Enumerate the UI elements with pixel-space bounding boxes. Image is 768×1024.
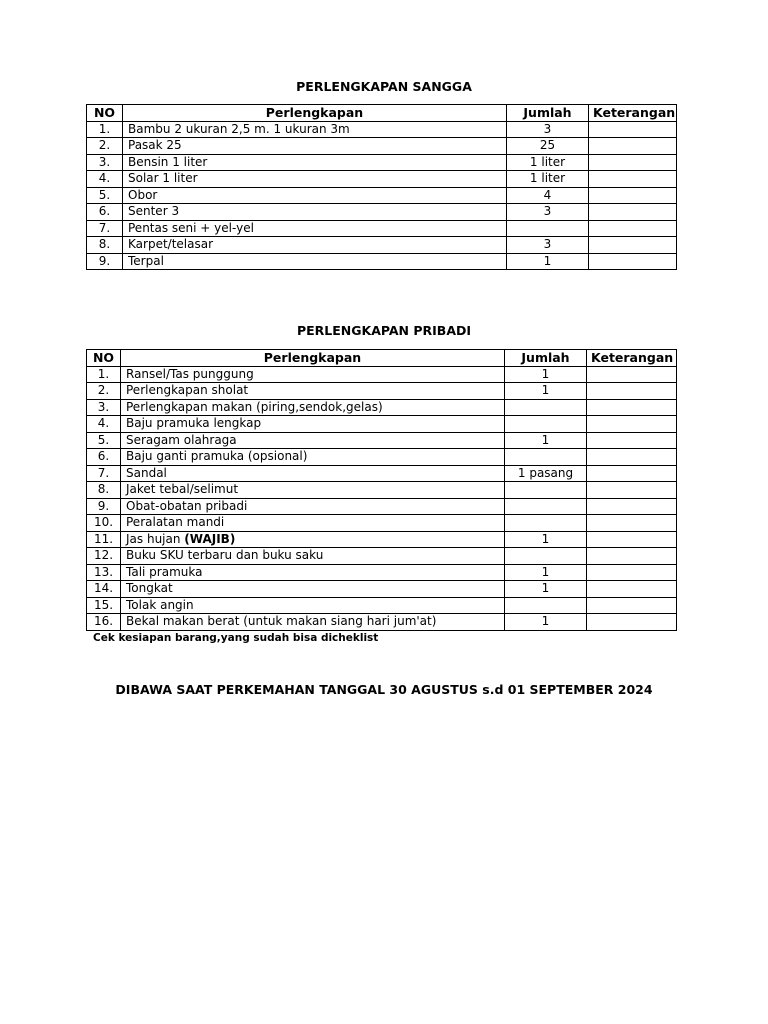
table-row (87, 366, 677, 383)
row-number: 15. (87, 597, 121, 614)
row-number: 14. (87, 581, 121, 598)
row-number: 2. (87, 383, 121, 400)
row-item-label: Tali pramuka (126, 564, 203, 579)
row-note (589, 253, 677, 270)
row-quantity (507, 220, 589, 237)
row-item-label: Buku SKU terbaru dan buku saku (126, 548, 324, 562)
table-sangga (86, 104, 677, 270)
row-item-label: Pasak 25 (128, 138, 182, 152)
row-item (121, 597, 505, 614)
row-number: 5. (87, 187, 123, 204)
row-quantity: 1 (505, 432, 587, 449)
row-item (123, 171, 507, 188)
table-pribadi-body (87, 366, 677, 630)
table-row (87, 220, 677, 237)
row-number: 5. (87, 432, 121, 449)
row-item (123, 121, 507, 138)
header-qty: Jumlah (505, 350, 587, 367)
row-item (123, 154, 507, 171)
row-item (123, 237, 507, 254)
row-item-emphasis: (WAJIB) (184, 531, 236, 546)
row-item-label: Perlengkapan sholat (126, 383, 249, 397)
row-item (121, 531, 505, 548)
row-number: 12. (87, 548, 121, 565)
header-no: NO (87, 350, 121, 367)
row-quantity: 4 (507, 187, 589, 204)
table-row (87, 171, 677, 188)
row-quantity: 1 liter (507, 154, 589, 171)
table-row (87, 581, 677, 598)
row-note (589, 220, 677, 237)
row-item (123, 138, 507, 155)
table-header-row (87, 350, 677, 367)
row-item (121, 548, 505, 565)
table-pribadi (86, 349, 677, 631)
row-quantity: 25 (507, 138, 589, 155)
section-title-pribadi: PERLENGKAPAN PRIBADI (296, 323, 472, 338)
row-note (587, 399, 677, 416)
row-number: 4. (87, 171, 123, 188)
row-item-label: Bensin 1 liter (128, 154, 208, 169)
row-note (589, 204, 677, 221)
row-quantity: 1 (505, 564, 587, 581)
row-item (121, 383, 505, 400)
checklist-note: Cek kesiapan barang,yang sudah bisa dicheklist (93, 632, 379, 644)
row-item-label: Tolak angin (126, 597, 194, 612)
row-item (121, 614, 505, 631)
row-quantity: 1 (507, 253, 589, 270)
table-header-row (87, 105, 677, 122)
row-item (123, 220, 507, 237)
row-note (589, 138, 677, 155)
row-number: 9. (87, 253, 123, 270)
row-note (587, 614, 677, 631)
row-item-label: Obat-obatan pribadi (126, 498, 248, 513)
row-number: 11. (87, 531, 121, 548)
row-quantity: 3 (507, 121, 589, 138)
header-note: Keterangan (589, 105, 677, 122)
table-row (87, 482, 677, 499)
row-note (587, 564, 677, 581)
row-quantity: 1 (505, 383, 587, 400)
row-note (587, 498, 677, 515)
row-item-label: Obor (128, 187, 158, 202)
table-row (87, 465, 677, 482)
row-item (121, 399, 505, 416)
section-title-sangga: PERLENGKAPAN SANGGA (296, 79, 472, 94)
row-item (121, 581, 505, 598)
table-row (87, 187, 677, 204)
row-quantity (505, 416, 587, 433)
row-item (123, 204, 507, 221)
table-row (87, 138, 677, 155)
row-item (121, 366, 505, 383)
row-note (589, 154, 677, 171)
table-row (87, 515, 677, 532)
row-note (587, 515, 677, 532)
row-quantity (505, 548, 587, 565)
row-item-label: Solar 1 liter (128, 171, 198, 185)
row-note (589, 121, 677, 138)
row-number: 7. (87, 465, 121, 482)
row-quantity: 3 (507, 237, 589, 254)
table-row (87, 498, 677, 515)
table-row (87, 432, 677, 449)
row-quantity: 1 (505, 614, 587, 631)
row-number: 7. (87, 220, 123, 237)
row-quantity (505, 482, 587, 499)
row-quantity (505, 515, 587, 532)
row-quantity: 1 (505, 366, 587, 383)
row-quantity (505, 399, 587, 416)
row-note (587, 366, 677, 383)
table-row (87, 449, 677, 466)
row-item-label: Bekal makan berat (untuk makan siang hari jum'at) (126, 614, 437, 628)
row-number: 9. (87, 498, 121, 515)
row-number: 3. (87, 154, 123, 171)
row-item (123, 253, 507, 270)
row-item-label: Ransel/Tas punggung (126, 366, 254, 381)
row-quantity: 1 pasang (505, 465, 587, 482)
table-row (87, 204, 677, 221)
header-item: Perlengkapan (121, 350, 505, 367)
row-note (587, 597, 677, 614)
row-item (121, 564, 505, 581)
row-note (587, 482, 677, 499)
table-row (87, 548, 677, 565)
row-item (121, 465, 505, 482)
row-number: 10. (87, 515, 121, 532)
row-quantity: 1 liter (507, 171, 589, 188)
row-note (587, 548, 677, 565)
table-row (87, 154, 677, 171)
row-number: 16. (87, 614, 121, 631)
row-note (587, 383, 677, 400)
row-quantity (505, 597, 587, 614)
table-row (87, 597, 677, 614)
row-item-label: Jaket tebal/selimut (126, 482, 239, 496)
footer-statement: DIBAWA SAAT PERKEMAHAN TANGGAL 30 AGUSTUS s.d 01 SEPTEMBER 2024 (115, 682, 653, 697)
table-row (87, 614, 677, 631)
row-number: 13. (87, 564, 121, 581)
table-row (87, 237, 677, 254)
row-item-label: Perlengkapan makan (piring,sendok,gelas) (126, 399, 383, 414)
row-note (589, 237, 677, 254)
row-item-label: Seragam olahraga (126, 432, 237, 447)
row-quantity (505, 449, 587, 466)
row-item (121, 515, 505, 532)
row-quantity (505, 498, 587, 515)
row-item-label: Tongkat (126, 581, 173, 595)
row-item (121, 449, 505, 466)
row-note (589, 187, 677, 204)
row-item-label: Bambu 2 ukuran 2,5 m. 1 ukuran 3m (128, 121, 350, 136)
header-qty: Jumlah (507, 105, 589, 122)
row-item (121, 432, 505, 449)
row-number: 1. (87, 366, 121, 383)
row-item-label: Karpet/telasar (128, 237, 214, 251)
row-item (121, 482, 505, 499)
row-number: 8. (87, 482, 121, 499)
row-item-label: Jas hujan (126, 531, 185, 546)
row-item-label: Baju ganti pramuka (opsional) (126, 449, 308, 463)
row-number: 2. (87, 138, 123, 155)
header-item: Perlengkapan (123, 105, 507, 122)
header-note: Keterangan (587, 350, 677, 367)
row-item-label: Terpal (128, 253, 164, 268)
table-row (87, 121, 677, 138)
row-note (587, 449, 677, 466)
row-item (121, 416, 505, 433)
table-row (87, 383, 677, 400)
header-no: NO (87, 105, 123, 122)
table-row (87, 253, 677, 270)
row-item-label: Sandal (126, 465, 167, 480)
row-note (587, 432, 677, 449)
row-item-label: Peralatan mandi (126, 515, 225, 529)
row-quantity: 1 (505, 531, 587, 548)
table-row (87, 564, 677, 581)
row-number: 1. (87, 121, 123, 138)
row-item-label: Pentas seni + yel-yel (128, 220, 254, 235)
row-number: 6. (87, 449, 121, 466)
table-row (87, 399, 677, 416)
row-note (587, 531, 677, 548)
table-row (87, 416, 677, 433)
row-item-label: Baju pramuka lengkap (126, 416, 262, 430)
row-item-label: Senter 3 (128, 204, 180, 218)
table-sangga-body (87, 121, 677, 270)
row-item (123, 187, 507, 204)
row-number: 6. (87, 204, 123, 221)
row-number: 3. (87, 399, 121, 416)
row-quantity: 3 (507, 204, 589, 221)
row-number: 8. (87, 237, 123, 254)
row-note (587, 581, 677, 598)
row-quantity: 1 (505, 581, 587, 598)
table-row (87, 531, 677, 548)
row-note (589, 171, 677, 188)
row-note (587, 416, 677, 433)
row-item (121, 498, 505, 515)
row-number: 4. (87, 416, 121, 433)
row-note (587, 465, 677, 482)
